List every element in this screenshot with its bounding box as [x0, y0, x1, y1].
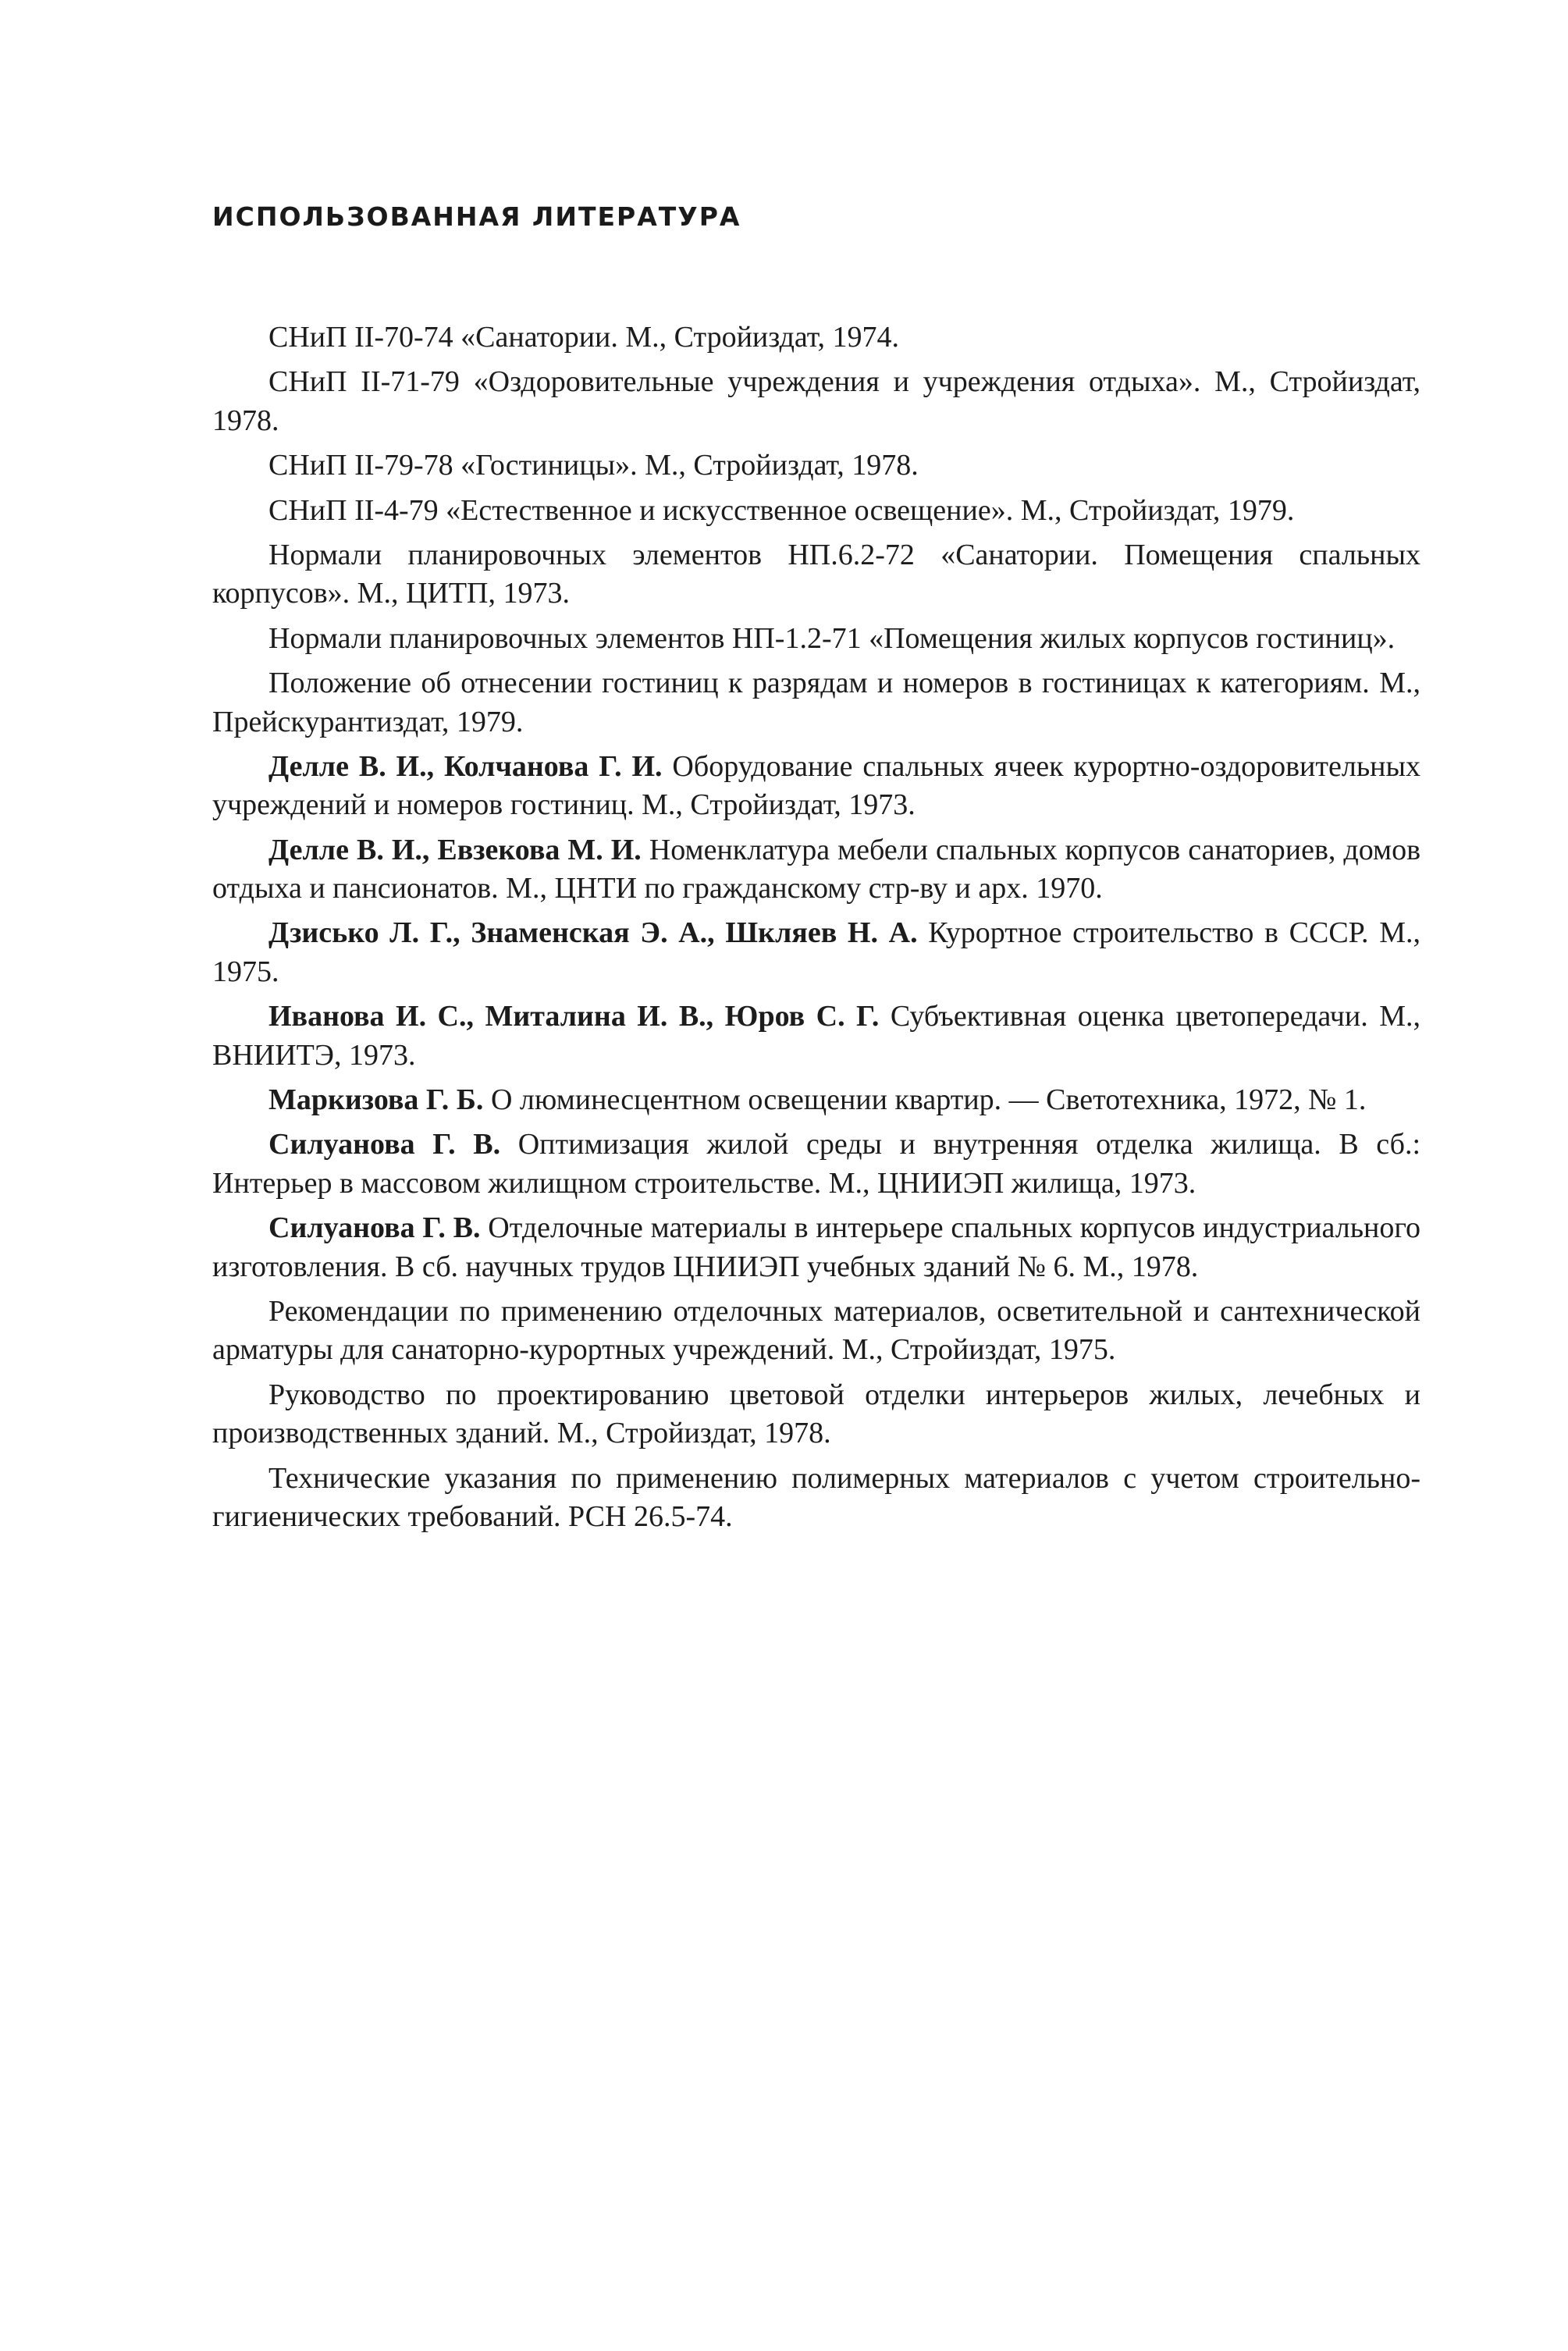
bibliography-entry [212, 1376, 1420, 1453]
entry-author: Силуанова Г. В. [268, 1128, 501, 1161]
bibliography-list [212, 318, 1420, 1542]
entry-author: Делле В. И., Колчанова Г. И. [268, 749, 663, 783]
page-title: ИСПОЛЬЗОВАННАЯ ЛИТЕРАТУРА [212, 201, 741, 232]
bibliography-entry [212, 914, 1420, 991]
entry-author: Маркизова Г. Б. [268, 1083, 484, 1117]
entry-text: О люминесцентном освещении квартир. — Светотехника, 1972, № 1. [490, 1083, 1367, 1117]
entry-author: Дзисько Л. Г., Знаменская Э. А., Шкляев Н. А. [268, 916, 918, 950]
entry-text: Курортное строительство в СССР. М., 1975. [212, 916, 1421, 988]
entry-text: СНиП II-70-74 «Санатории. М., Стройиздат, 1974. [268, 321, 900, 354]
entry-text: СНиП II-79-78 «Гостиницы». М., Стройиздат, 1978. [268, 449, 919, 482]
bibliography-entry [212, 318, 1420, 357]
entry-text: СНиП II-71-79 «Оздоровительные учреждения и учреждения отдыха». М., Стройиздат, 1978. [212, 365, 1420, 437]
entry-text: Субъективная оценка цветопередачи. М., ВНИИТЭ, 1973. [212, 1000, 1420, 1072]
entry-text: Технические указания по применению полимерных материалов с учетом строительно-гигиенических требований. РСН 26.5-74. [212, 1461, 1420, 1533]
bibliography-entry [212, 620, 1420, 658]
entry-author: Иванова И. С., Миталина И. В., Юров С. Г. [268, 1000, 880, 1033]
bibliography-entry [212, 1460, 1420, 1537]
entry-text: Руководство по проектированию цветовой отделки интерьеров жилых, лечебных и производственных зданий. М., Стройиздат, 1978. [212, 1378, 1420, 1450]
entry-author: Силуанова Г. В. [268, 1211, 481, 1245]
entry-text: Отделочные материалы в интерьере спальных корпусов индустриального изготовления. В сб. научных трудов ЦНИИЭП учебных зданий № 6. М., 1978. [212, 1211, 1421, 1283]
entry-text: СНиП II-4-79 «Естественное и искусственное освещение». М., Стройиздат, 1979. [268, 493, 1295, 527]
entry-text: Нормали планировочных элементов НП.6.2-72 «Санатории. Помещения спальных корпусов». М., ЦИТП, 1973. [212, 538, 1420, 610]
entry-author: Делле В. И., Евзекова М. И. [268, 833, 642, 866]
bibliography-entry [212, 664, 1420, 742]
entry-text: Оптимизация жилой среды и внутренняя отделка жилища. В сб.: Интерьер в массовом жилищном строительстве. М., ЦНИИЭП жилища, 1973. [212, 1128, 1421, 1200]
bibliography-entry [212, 1081, 1420, 1119]
bibliography-entry [212, 492, 1420, 530]
entry-text: Оборудование спальных ячеек курортно-оздоровительных учреждений и номеров гостиниц. М., Стройиздат, 1973. [212, 749, 1421, 822]
entry-text: Рекомендации по применению отделочных материалов, осветительной и сантехнической арматуры для санаторно-курортных учреждений. М., Стройиздат, 1975. [212, 1294, 1420, 1367]
bibliography-entry [212, 1293, 1420, 1370]
bibliography-entry [212, 446, 1420, 485]
bibliography-entry [212, 998, 1420, 1075]
entry-text: Положение об отнесении гостиниц к разрядам и номеров в гостиницах к категориям. М., Прейскурантиздат, 1979. [212, 667, 1420, 738]
bibliography-entry [212, 363, 1420, 440]
bibliography-entry [212, 1126, 1420, 1203]
bibliography-entry [212, 1209, 1420, 1286]
entry-text: Номенклатура мебели спальных корпусов санаториев, домов отдыха и пансионатов. М., ЦНТИ по гражданскому стр-ву и арх. 1970. [212, 833, 1421, 905]
entry-text: Нормали планировочных элементов НП-1.2-71 «Помещения жилых корпусов гостиниц». [268, 621, 1396, 655]
bibliography-entry [212, 536, 1420, 614]
bibliography-entry [212, 748, 1420, 825]
bibliography-entry [212, 831, 1420, 909]
